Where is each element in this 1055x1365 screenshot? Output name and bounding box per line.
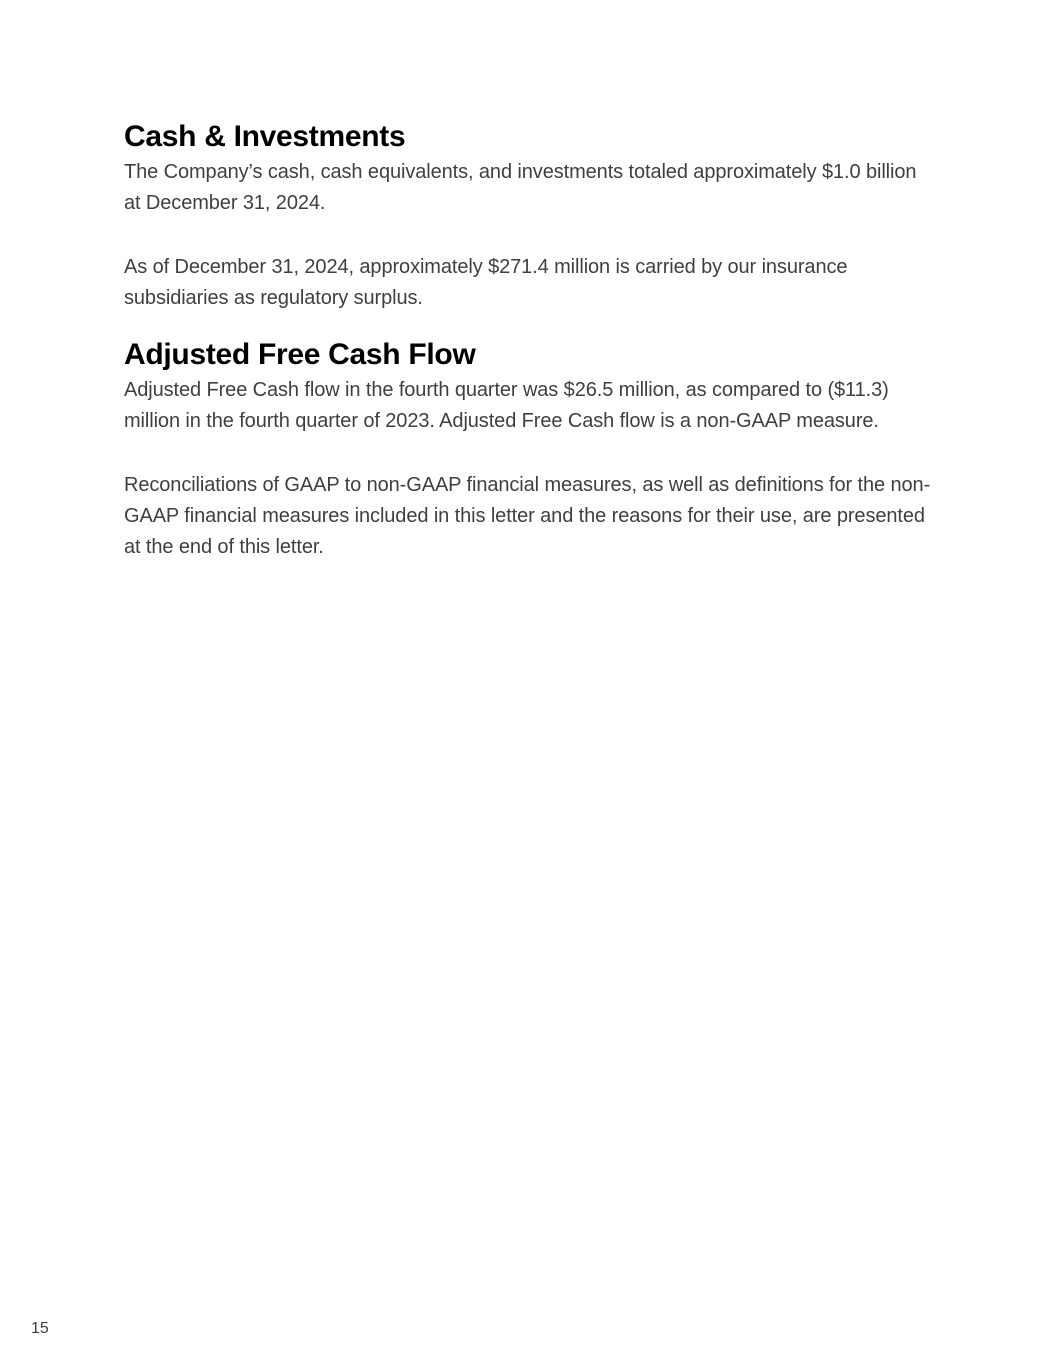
- paragraph: The Company’s cash, cash equivalents, and investments totaled approximately $1.0 billion at December 31, 2024.: [124, 161, 917, 214]
- paragraph: As of December 31, 2024, approximately $271.4 million is carried by our insurance subsidiaries as regulatory surplus.: [124, 256, 848, 309]
- section-adjusted-free-cash-flow: [124, 336, 934, 563]
- paragraph: Adjusted Free Cash flow in the fourth quarter was $26.5 million, as compared to ($11.3) million in the fourth quarter of 2023. Adjusted Free Cash flow is a non-GAAP measure.: [124, 379, 889, 432]
- section-title: Adjusted Free Cash Flow: [124, 338, 476, 371]
- paragraph: Reconciliations of GAAP to non-GAAP financial measures, as well as definitions for the non-GAAP financial measures included in this letter and the reasons for their use, are presented at the end of this letter.: [124, 474, 931, 558]
- section-cash-investments: [124, 118, 934, 314]
- section-title: Cash & Investments: [124, 120, 406, 153]
- page-number: 15: [31, 1320, 49, 1337]
- document-page: [124, 118, 934, 563]
